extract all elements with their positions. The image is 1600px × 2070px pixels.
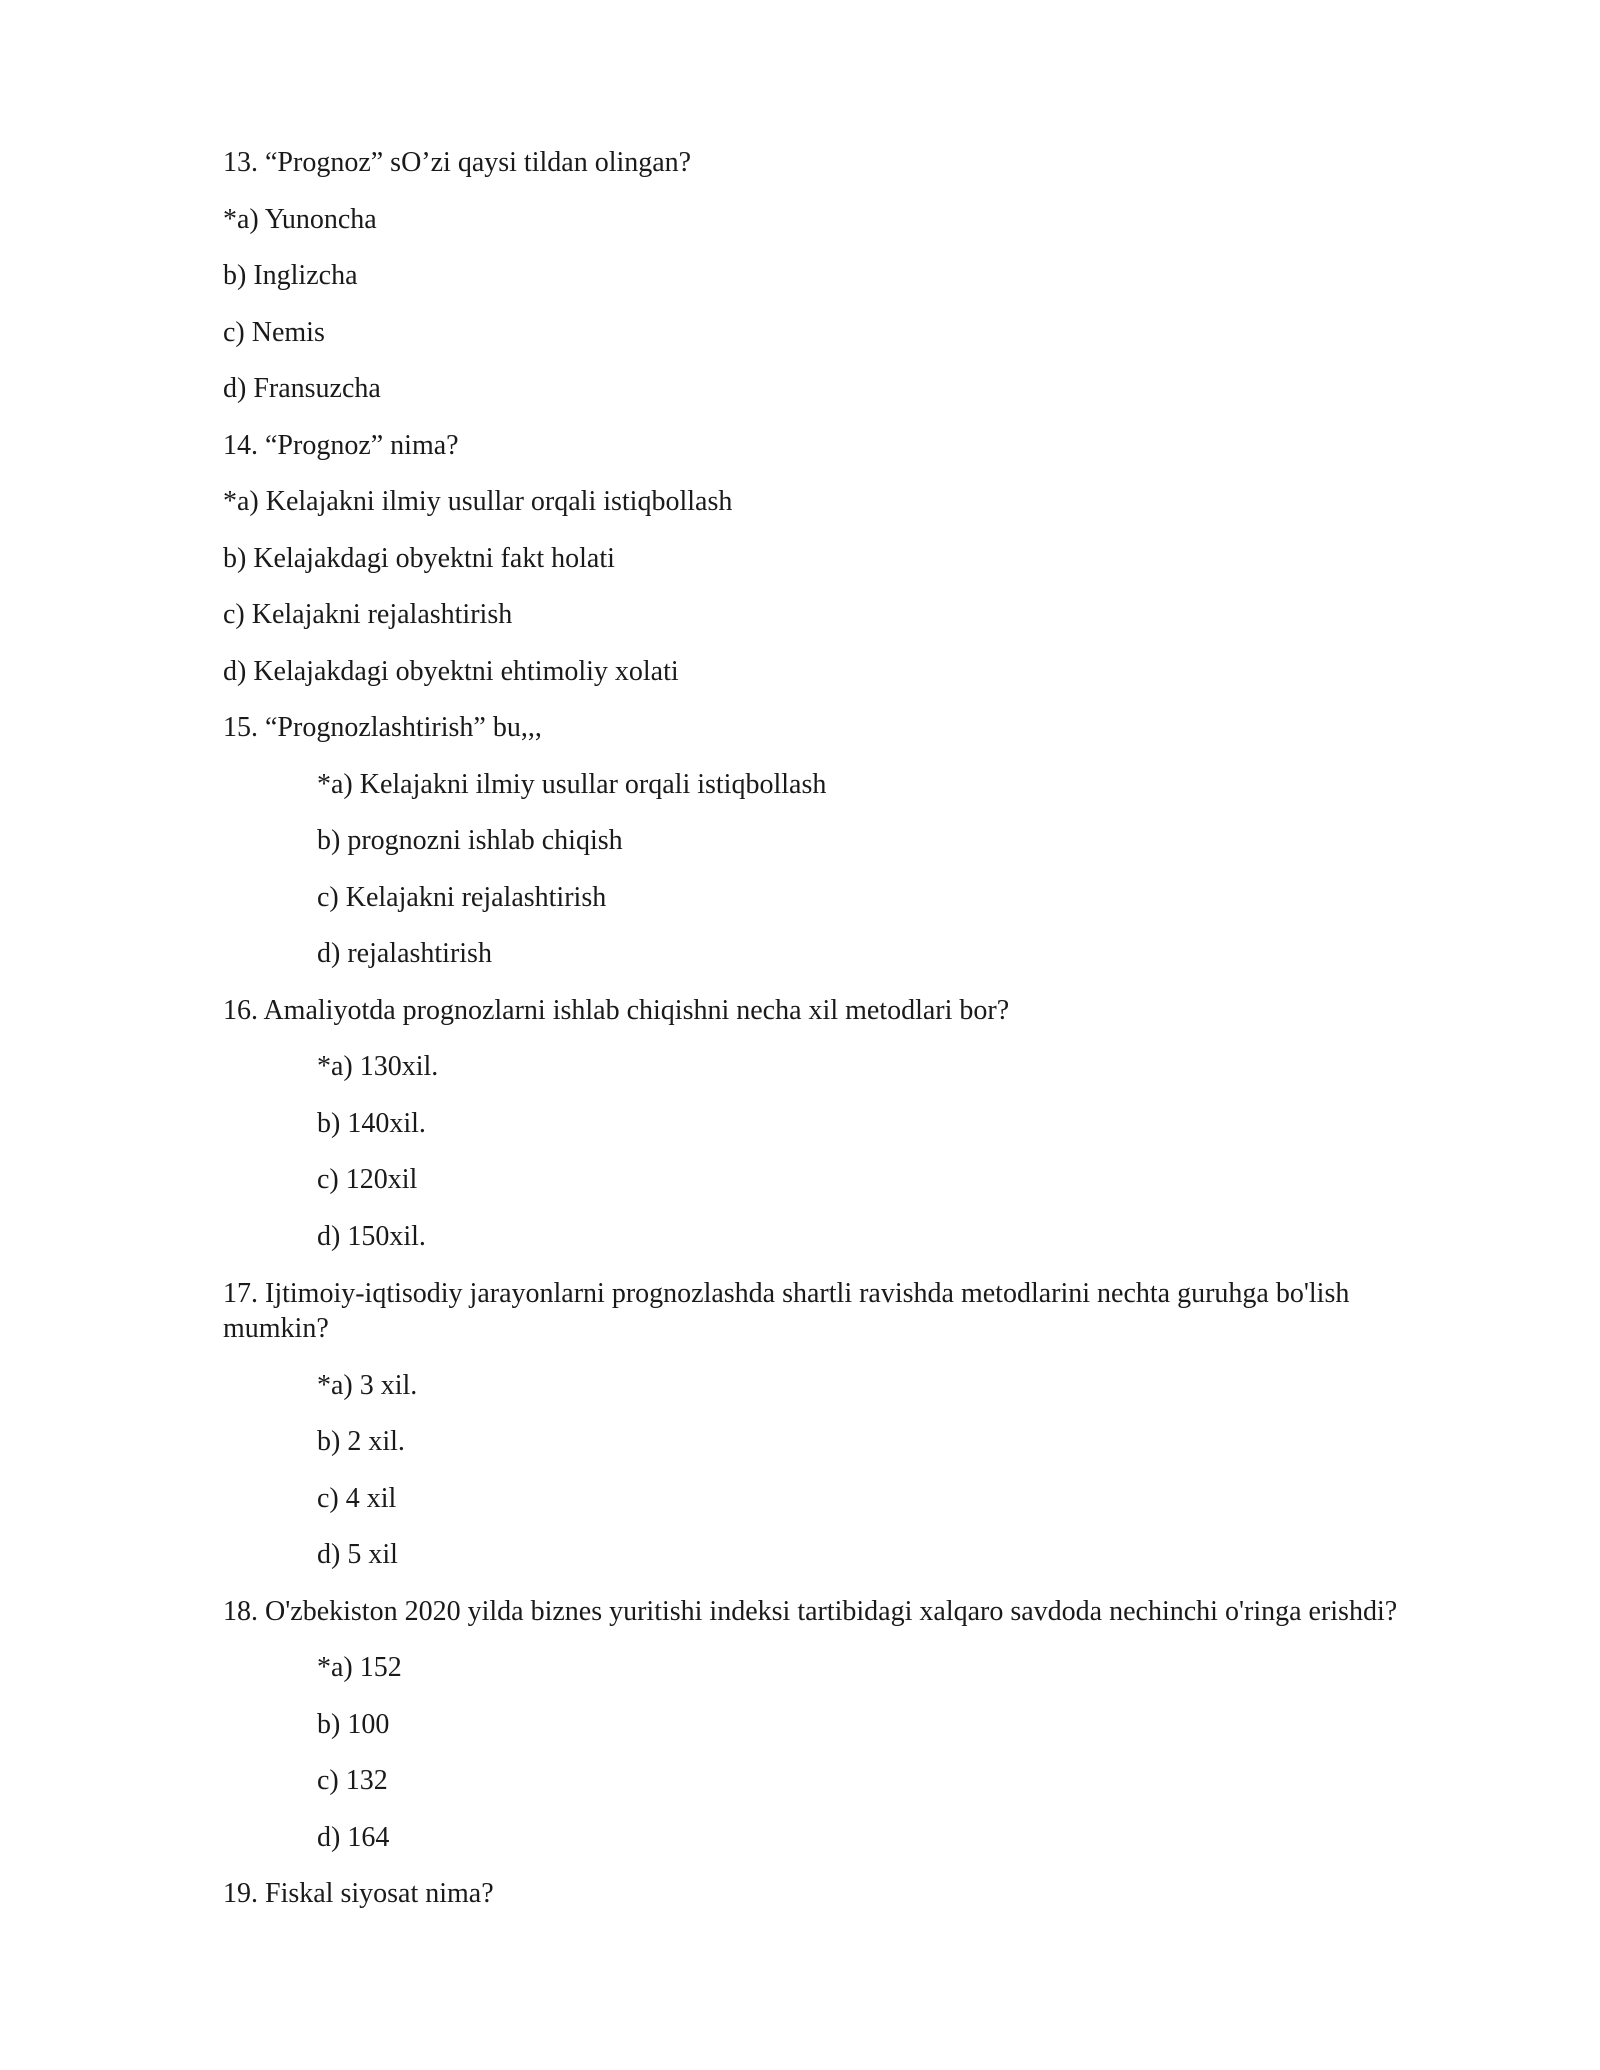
- question-15-option-c: c) Kelajakni rejalashtirish: [317, 881, 607, 913]
- question-13-option-a: *a) Yunoncha: [223, 203, 377, 235]
- question-13-option-d: d) Fransuzcha: [223, 373, 381, 404]
- question-15: 15. “Prognozlashtirish” bu,,,: [223, 712, 542, 743]
- question-14-option-d: d) Kelajakdagi obyektni ehtimoliy xolati: [223, 655, 679, 687]
- question-18-option-b: b) 100: [317, 1708, 390, 1740]
- question-15-option-d: d) rejalashtirish: [317, 938, 492, 969]
- question-17-option-c: c) 4 xil: [317, 1482, 397, 1514]
- question-13: 13. “Prognoz” sO’zi qaysi tildan olingan?: [223, 147, 692, 178]
- question-13-option-c: c) Nemis: [223, 316, 325, 348]
- quiz-content: [223, 146, 1453, 1934]
- question-17-option-b: b) 2 xil.: [317, 1426, 405, 1457]
- question-15-option-b: b) prognozni ishlab chiqish: [317, 825, 623, 856]
- question-16-option-b: b) 140xil.: [317, 1107, 426, 1139]
- question-17-option-a: *a) 3 xil.: [317, 1369, 418, 1401]
- question-16: 16. Amaliyotda prognozlarni ishlab chiqishni necha xil metodlari bor?: [223, 994, 1010, 1026]
- question-17-option-d: d) 5 xil: [317, 1539, 398, 1570]
- question-13-option-b: b) Inglizcha: [223, 260, 358, 291]
- question-17: 17. Ijtimoiy-iqtisodiy jarayonlarni prognozlashda shartli ravishda metodlarini nechta guruhga bo'lish mumkin?: [223, 1278, 1350, 1344]
- question-18: 18. O'zbekiston 2020 yilda biznes yuritishi indeksi tartibidagi xalqaro savdoda nechinchi o'ringa erishdi?: [223, 1595, 1398, 1627]
- question-16-option-a: *a) 130xil.: [317, 1051, 439, 1082]
- question-18-option-d: d) 164: [317, 1821, 390, 1853]
- question-18-option-c: c) 132: [317, 1765, 388, 1796]
- question-14: 14. “Prognoz” nima?: [223, 429, 459, 461]
- question-19: 19. Fiskal siyosat nima?: [223, 1878, 494, 1909]
- question-14-option-a: *a) Kelajakni ilmiy usullar orqali istiqbollash: [223, 486, 733, 517]
- question-16-option-c: c) 120xil: [317, 1164, 418, 1195]
- question-18-option-a: *a) 152: [317, 1652, 402, 1683]
- question-16-option-d: d) 150xil.: [317, 1220, 426, 1252]
- question-14-option-b: b) Kelajakdagi obyektni fakt holati: [223, 542, 615, 574]
- question-14-option-c: c) Kelajakni rejalashtirish: [223, 599, 513, 630]
- question-15-option-a: *a) Kelajakni ilmiy usullar orqali istiqbollash: [317, 768, 827, 800]
